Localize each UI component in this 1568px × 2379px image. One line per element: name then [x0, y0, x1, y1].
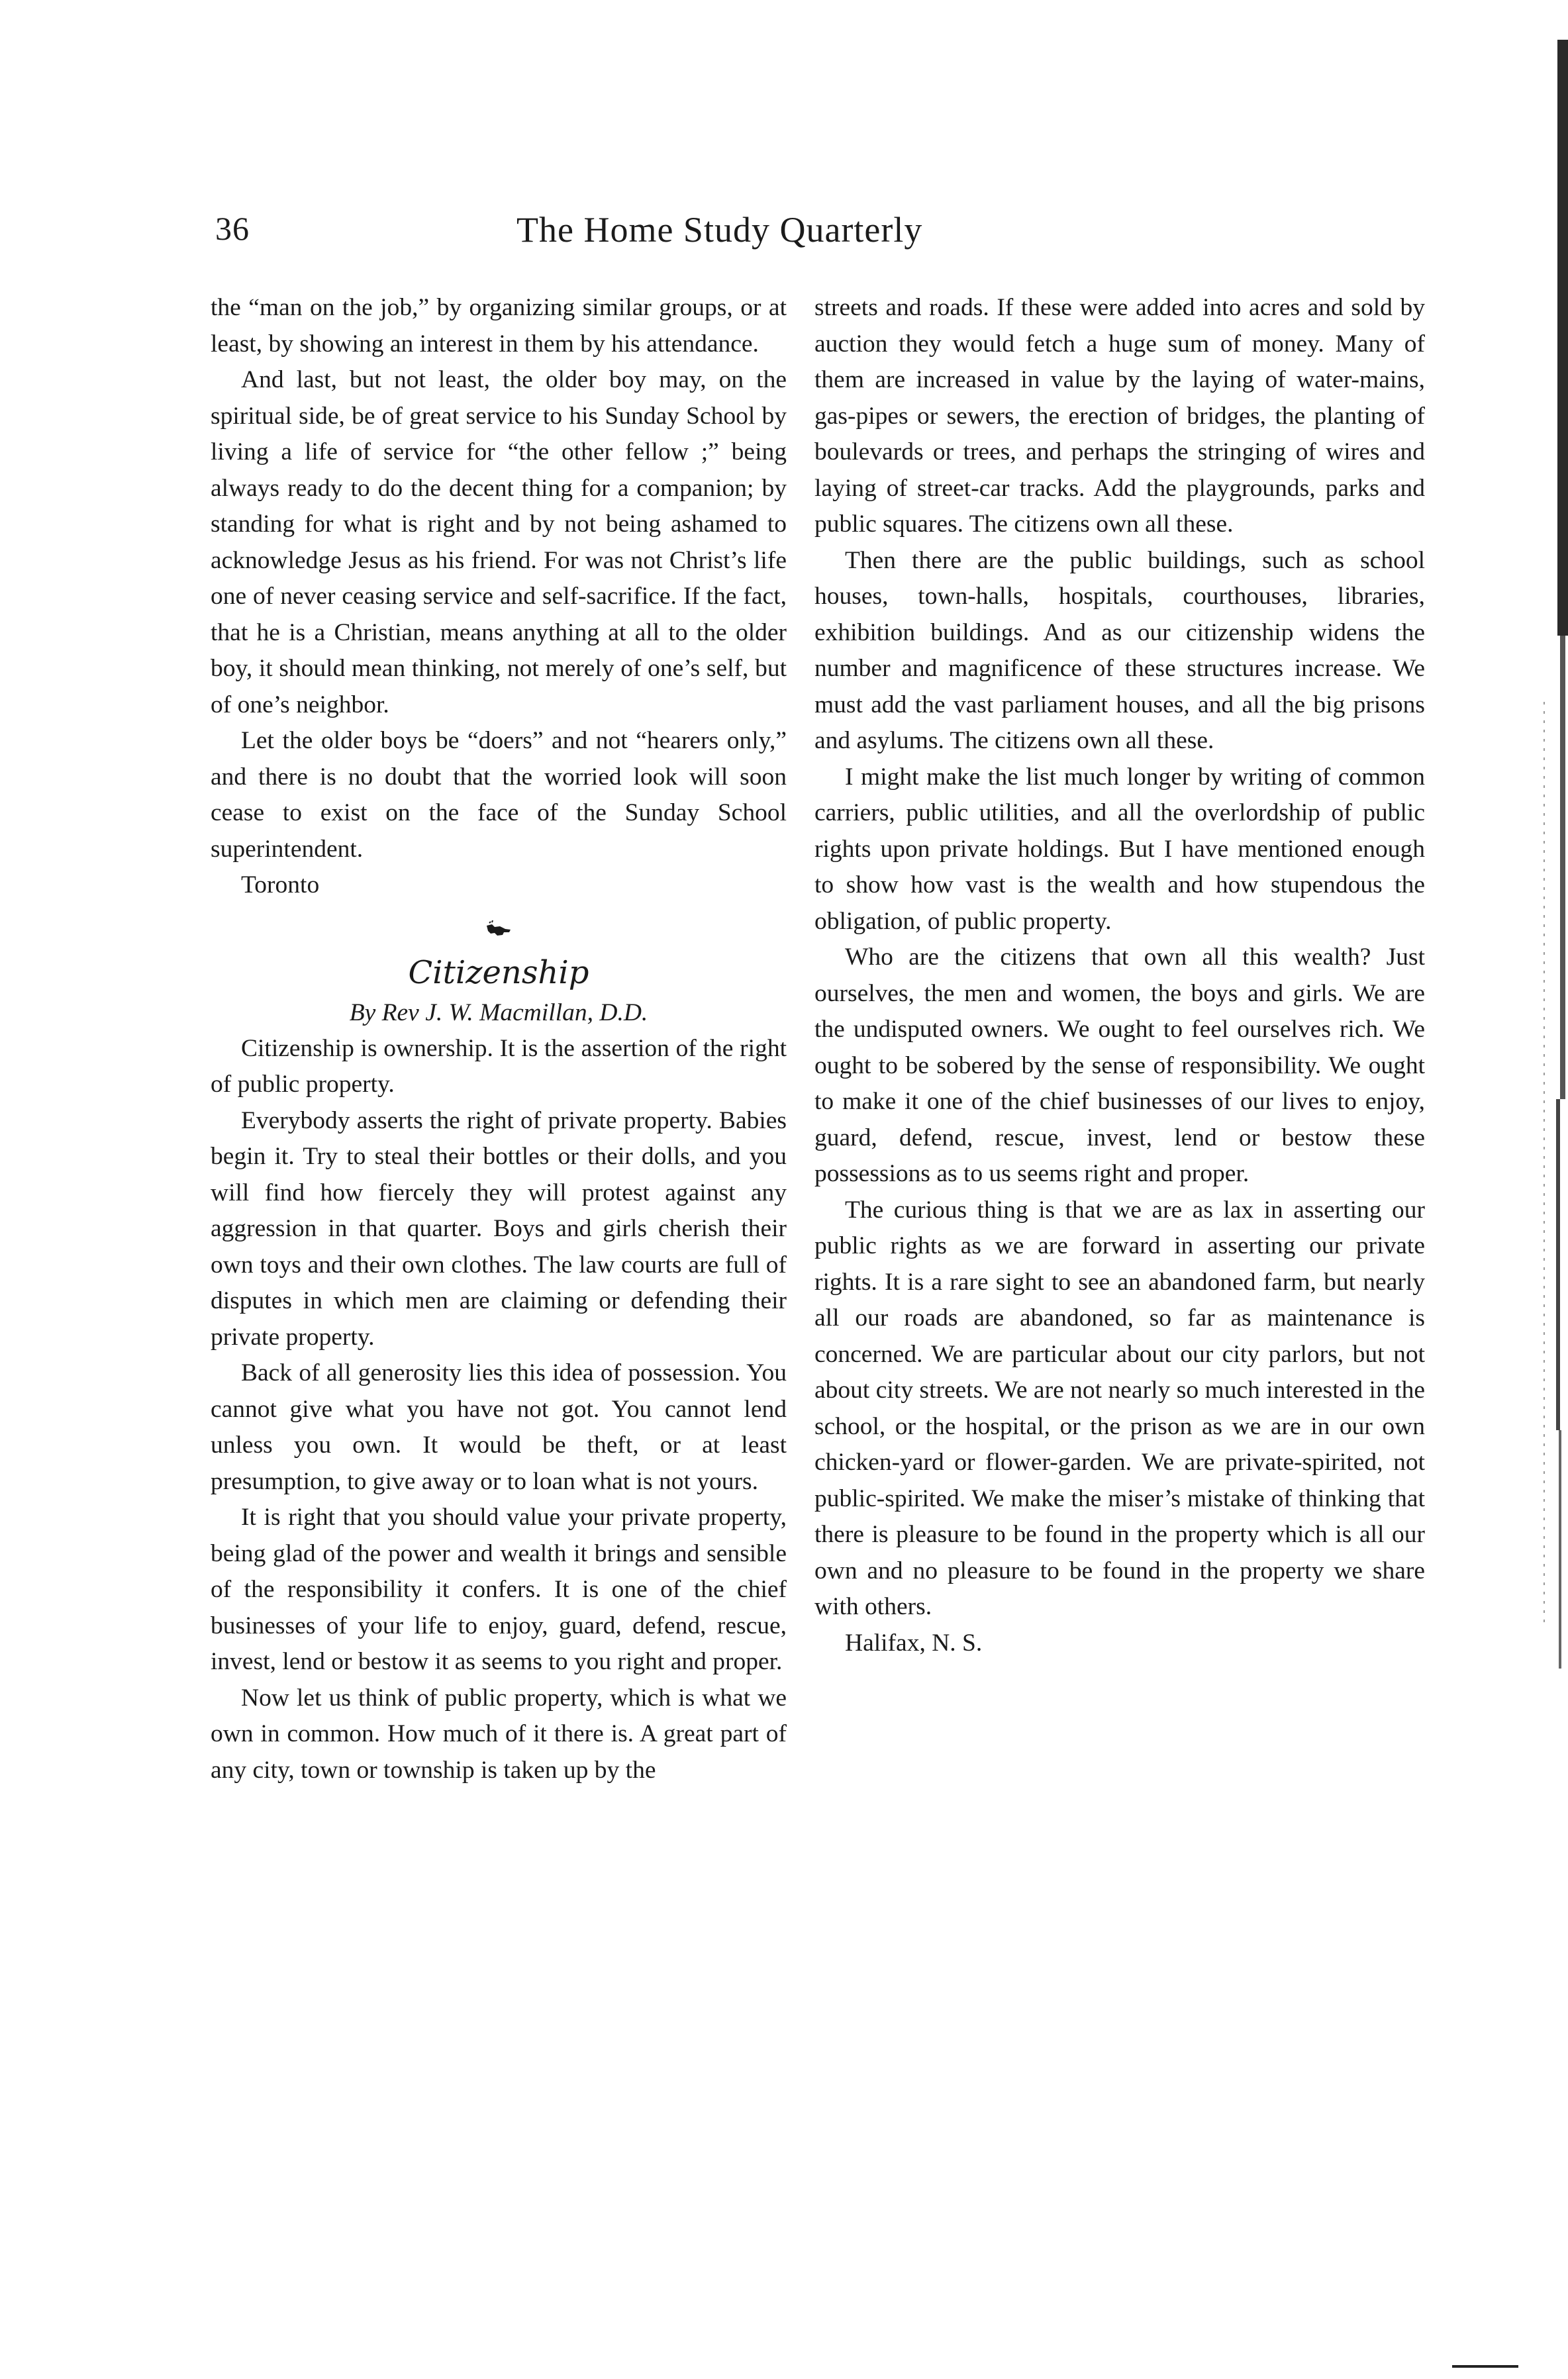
paragraph: Now let us think of public property, which is what we own in common. How much of it there is. A great part of any city, town or township is taken up by the [211, 1684, 787, 1784]
running-title: The Home Study Quarterly [516, 210, 923, 250]
scan-edge-artifact [1538, 40, 1568, 1669]
page-number: 36 [215, 210, 250, 247]
bottom-edge-mark [1452, 2365, 1518, 2368]
paragraph: Everybody asserts the right of private property. Babies begin it. Try to steal their bottles or their dolls, and you will find how fiercely they will protest against any aggression in that quarter. Boys and girls cherish their own toys and their own clothes. The law courts are full of disputes in which men are claiming or defending their private property. [211, 1106, 787, 1351]
paragraph: the “man on the job,” by organizing similar groups, or at least, by showing an interest in them by his attendance. [211, 294, 787, 358]
paragraph: The curious thing is that we are as lax in asserting our public rights as we are forward in asserting our private rights. It is a rare sight to see an abandoned farm, but nearly all our roads are abandoned, so far as maintenance is concerned. We are particular about our city parlors, but not about city streets. We are not nearly so much interested in the school, or the hospital, or the prison as we are in our own chicken-yard or flower-garden. We are private-spirited, not public-spirited. We make the miser’s mistake of thinking that there is pleasure to be found in the property which is all our own and no pleasure to be found in the property we share with others. [814, 1196, 1425, 1620]
paragraph: I might make the list much longer by writing of common carriers, public utilities, and all the overlordship of public rights upon private holdings. But I have mentioned enough to show how vast is the wealth and how stupendous the obligation, of public property. [814, 763, 1425, 935]
paragraph: And last, but not least, the older boy may, on the spiritual side, be of great service to his Sunday School by living a life of service for “the other fellow ;” being always ready to do the decent thing for a companion; by standing for what is right and by not being ashamed to acknowledge Jesus as his friend. For was not Christ’s life one of never ceasing service and self-sacrifice. If the fact, that he is a Christian, means anything at all to the older boy, it should mean thinking, not merely of one’s self, but of one’s neighbor. [211, 366, 787, 718]
left-column [211, 290, 787, 1788]
hand-pointing-ornament-icon [211, 909, 787, 949]
signature-location: Toronto [241, 871, 320, 898]
paragraph: Then there are the public buildings, such as school houses, town-halls, hospitals, courthouses, libraries, exhibition buildings. And as our citizenship widens the number and magnificence of these structures increase. We must add the vast parliament houses, and all the big prisons and asylums. The citizens own all these. [814, 546, 1425, 754]
article-byline: By Rev J. W. Macmillan, D.D. [349, 998, 648, 1026]
paragraph: Let the older boys be “doers” and not “hearers only,” and there is no doubt that the worried look will soon cease to exist on the face of the Sunday School superintendent. [211, 727, 787, 863]
right-column [814, 290, 1425, 1661]
paragraph: streets and roads. If these were added into acres and sold by auction they would fetch a huge sum of money. Many of them are increased in value by the laying of water-mains, gas-pipes or sewers, the erection of bridges, the planting of boulevards or trees, and perhaps the stringing of wires and laying of street-car tracks. Add the playgrounds, parks and public squares. The citizens own all these. [814, 294, 1425, 538]
paragraph: Citizenship is ownership. It is the assertion of the right of public property. [211, 1034, 787, 1098]
paragraph: Who are the citizens that own all this wealth? Just ourselves, the men and women, the boys and girls. We are the undisputed owners. We ought to feel ourselves rich. We ought to be sobered by the sense of responsibility. We ought to make it one of the chief businesses of our lives to enjoy, guard, defend, rescue, invest, lend or bestow these possessions as to us seems right and proper. [814, 944, 1425, 1187]
signature-location: Halifax, N. S. [845, 1629, 983, 1657]
article-title: Citizenship [408, 953, 589, 991]
paragraph: It is right that you should value your private property, being glad of the power and wealth it brings and sensible of the responsibility it confers. It is one of the chief businesses of your life to enjoy, guard, defend, rescue, invest, lend or bestow it as seems to you right and proper. [211, 1504, 787, 1675]
paragraph: Back of all generosity lies this idea of possession. You cannot give what you have not got. You cannot lend unless you own. It would be theft, or at least presumption, to give away or to loan what is not yours. [211, 1359, 787, 1495]
